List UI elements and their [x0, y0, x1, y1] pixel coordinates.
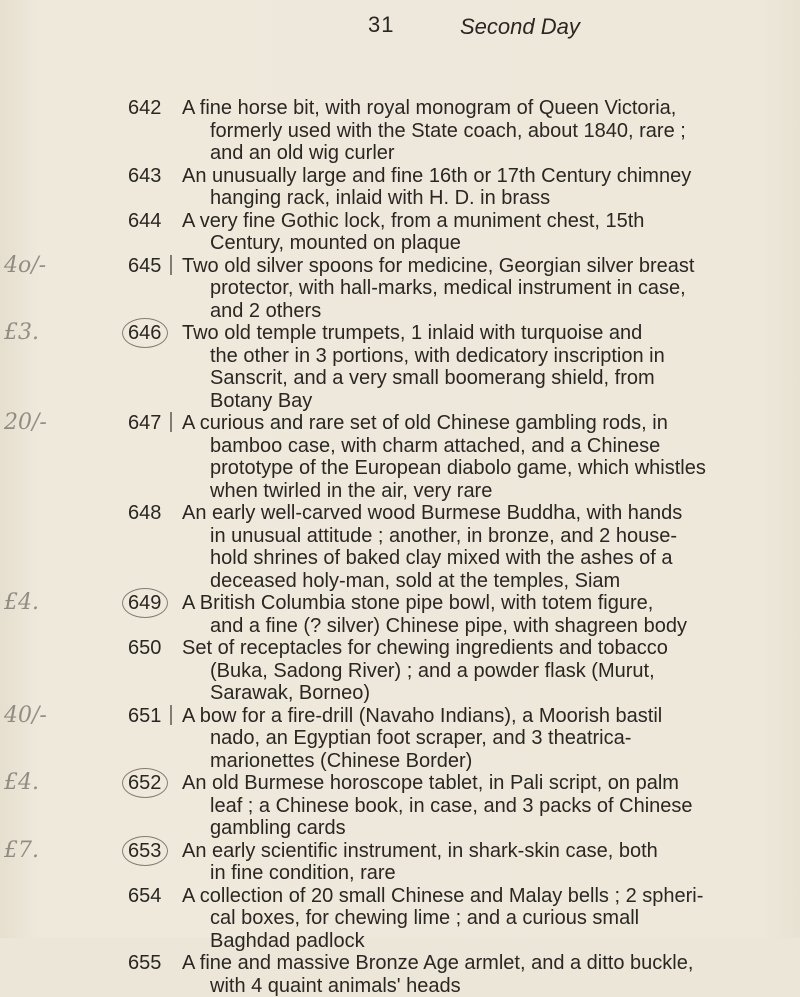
lot-number: 655 — [128, 952, 168, 975]
lot-number: 646 — [128, 322, 168, 345]
lot-number: 651 — [128, 705, 168, 728]
lot-description — [182, 840, 702, 885]
handwritten-bracket-mark — [170, 412, 172, 432]
lot-number: 644 — [128, 210, 168, 233]
description-line: A fine horse bit, with royal monogram of Queen Victoria, — [182, 97, 702, 120]
handwritten-circle-mark — [122, 318, 168, 348]
description-line: Botany Bay — [182, 390, 702, 413]
description-line: gambling cards — [182, 817, 702, 840]
lot-number: 650 — [128, 637, 168, 660]
description-line: cal boxes, for chewing lime ; and a curious small — [182, 907, 702, 930]
lot-description — [182, 772, 702, 840]
description-line: A fine and massive Bronze Age armlet, and a ditto buckle, — [182, 952, 702, 975]
handwritten-price-annotation: 40/- — [4, 703, 47, 728]
handwritten-price-annotation: 20/- — [4, 410, 47, 435]
description-line: Two old temple trumpets, 1 inlaid with turquoise and — [182, 322, 702, 345]
handwritten-circle-mark — [122, 836, 168, 866]
description-line: A curious and rare set of old Chinese gambling rods, in — [182, 412, 702, 435]
lot-number: 649 — [128, 592, 168, 615]
lot-description — [182, 705, 702, 773]
description-line: in unusual attitude ; another, in bronze, and 2 house- — [182, 525, 702, 548]
description-line: An old Burmese horoscope tablet, in Pali script, on palm — [182, 772, 702, 795]
description-line: A very fine Gothic lock, from a muniment chest, 15th — [182, 210, 702, 233]
handwritten-price-annotation: 4o/- — [4, 253, 46, 278]
description-line: A collection of 20 small Chinese and Malay bells ; 2 spheri- — [182, 885, 702, 908]
description-line: Sarawak, Borneo) — [182, 682, 702, 705]
lot-number: 653 — [128, 840, 168, 863]
description-line: protector, with hall-marks, medical instrument in case, — [182, 277, 702, 300]
lot-description — [182, 952, 702, 997]
description-line: and an old wig curler — [182, 142, 702, 165]
description-line: when twirled in the air, very rare — [182, 480, 702, 503]
handwritten-price-annotation: £3. — [4, 320, 39, 345]
page-title: Second Day — [460, 14, 580, 40]
handwritten-price-annotation: £4. — [4, 770, 39, 795]
lot-description — [182, 210, 702, 255]
description-line: hanging rack, inlaid with H. D. in brass — [182, 187, 702, 210]
description-line: Baghdad padlock — [182, 930, 702, 953]
description-line: An unusually large and fine 16th or 17th Century chimney — [182, 165, 702, 188]
lot-number: 654 — [128, 885, 168, 908]
description-line: leaf ; a Chinese book, in case, and 3 packs of Chinese — [182, 795, 702, 818]
handwritten-circle-mark — [122, 768, 168, 798]
lot-number: 645 — [128, 255, 168, 278]
description-line: An early scientific instrument, in shark-skin case, both — [182, 840, 702, 863]
description-line: in fine condition, rare — [182, 862, 702, 885]
lot-number: 652 — [128, 772, 168, 795]
handwritten-price-annotation: £4. — [4, 590, 39, 615]
description-line: formerly used with the State coach, about 1840, rare ; — [182, 120, 702, 143]
handwritten-bracket-mark — [170, 705, 172, 725]
lot-description — [182, 592, 702, 637]
lot-description — [182, 322, 702, 412]
lot-description — [182, 165, 702, 210]
description-line: (Buka, Sadong River) ; and a powder flask (Murut, — [182, 660, 702, 683]
description-line: Sanscrit, and a very small boomerang shield, from — [182, 367, 702, 390]
description-line: Set of receptacles for chewing ingredients and tobacco — [182, 637, 702, 660]
lot-description — [182, 255, 702, 323]
description-line: with 4 quaint animals' heads — [182, 975, 702, 997]
description-line: Century, mounted on plaque — [182, 232, 702, 255]
description-line: hold shrines of baked clay mixed with the ashes of a — [182, 547, 702, 570]
description-line: A British Columbia stone pipe bowl, with totem figure, — [182, 592, 702, 615]
description-line: Two old silver spoons for medicine, Georgian silver breast — [182, 255, 702, 278]
handwritten-price-annotation: £7. — [4, 838, 39, 863]
handwritten-circle-mark — [122, 588, 168, 618]
lot-description — [182, 885, 702, 953]
description-line: A bow for a fire-drill (Navaho Indians), a Moorish bastil — [182, 705, 702, 728]
description-line: bamboo case, with charm attached, and a Chinese — [182, 435, 702, 458]
page-number: 31 — [368, 12, 394, 38]
lot-number: 643 — [128, 165, 168, 188]
description-line: prototype of the European diabolo game, which whistles — [182, 457, 702, 480]
lot-number: 647 — [128, 412, 168, 435]
page-header — [0, 12, 800, 42]
description-line: and 2 others — [182, 300, 702, 323]
lot-description — [182, 412, 702, 502]
description-line: deceased holy-man, sold at the temples, Siam — [182, 570, 702, 593]
description-line: nado, an Egyptian foot scraper, and 3 theatrica- — [182, 727, 702, 750]
description-line: the other in 3 portions, with dedicatory inscription in — [182, 345, 702, 368]
lot-description — [182, 97, 702, 165]
handwritten-bracket-mark — [170, 255, 172, 275]
lot-number: 642 — [128, 97, 168, 120]
lot-number: 648 — [128, 502, 168, 525]
description-line: marionettes (Chinese Border) — [182, 750, 702, 773]
description-line: An early well-carved wood Burmese Buddha, with hands — [182, 502, 702, 525]
lot-description — [182, 637, 702, 705]
description-line: and a fine (? silver) Chinese pipe, with shagreen body — [182, 615, 702, 638]
lot-description — [182, 502, 702, 592]
